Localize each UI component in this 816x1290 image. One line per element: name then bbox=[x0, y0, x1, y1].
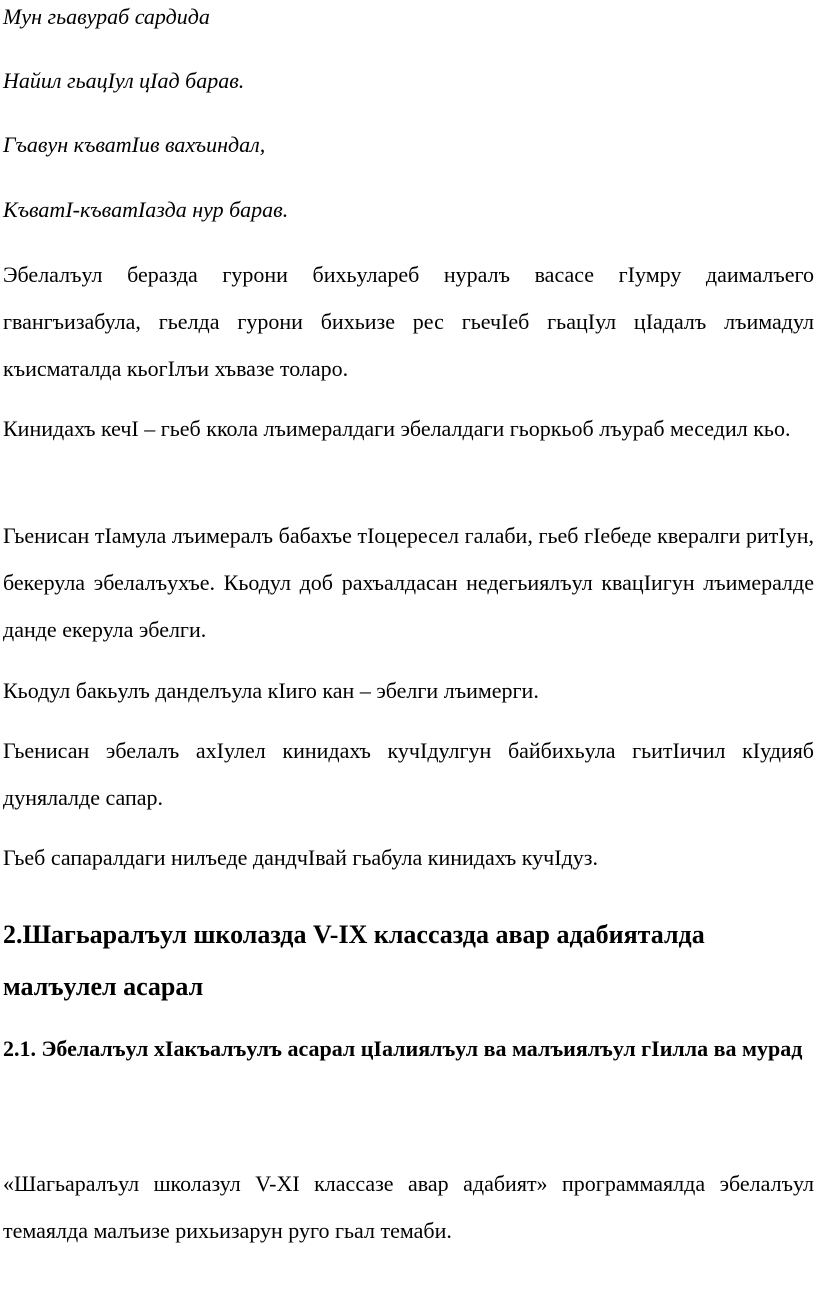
paragraph-journey-meeting: Гьеб сапаралдаги нилъеде дандчIвай гьабула кинидахъ кучIдуз. bbox=[3, 845, 598, 870]
paragraph-mother-eyes: Эбелалъул бераздa гурони бихьулареб нуралъ васасе гIумру даималъего гвангъизабула, гьелда гурони бихьизе рес гьечIеб гьацIул цIадалъ лъимадул къисматалда кьогIлъи хъвазе толаро. bbox=[3, 262, 814, 381]
paragraph-two-souls: Кьодул бакьулъ данделъула кIиго кан – эбелги лъимерги. bbox=[3, 678, 539, 703]
section-heading: 2.Шагьаралъул школазда V-IX классазда авар адабияталда малъулел асарал bbox=[3, 920, 705, 1001]
poem-line-3: Гъавун къватIив вахъиндал, bbox=[3, 132, 266, 157]
paragraph-first-steps: Гьенисан тIамула лъимералъ бабахъе тIоцересел галаби, гьеб гIебеде кверaлги ритIун, бекерула эбелалъухъе. Кьодул доб рахъалдасан недегьиялъул квацIигун лъимералде данде екерула эбелги. bbox=[3, 523, 814, 642]
poem-line-1: Мун гьавураб сардида bbox=[3, 4, 210, 29]
subsection-heading: 2.1. Эбелалъул хIакъалъулъ асарал цIалиялъул ва малъиялъул гIилла ва мурад bbox=[3, 1036, 803, 1061]
paragraph-lullaby-bridge: Кинидахъ кечI – гьеб ккола лъимералдаги эбелалдаги гьоркьоб лъураб меседил кьо. bbox=[3, 416, 791, 441]
paragraph-program-topics: «Шагьаралъул школазул V-XI классазе авар адабият» программаялда эбелалъул темаялда малъизе рихьизарун руго гьал темаби. bbox=[3, 1171, 814, 1243]
paragraph-journey-begins: Гьенисан эбелалъ ахIулел кинидахъ кучIдулгун байбихьула гьитIичил кIудияб дунялалде сапар. bbox=[3, 738, 814, 810]
poem-line-2: Найил гьацIул цIад барав. bbox=[3, 68, 245, 93]
poem-line-4: КъватI-къватIазда нур барав. bbox=[3, 197, 289, 222]
